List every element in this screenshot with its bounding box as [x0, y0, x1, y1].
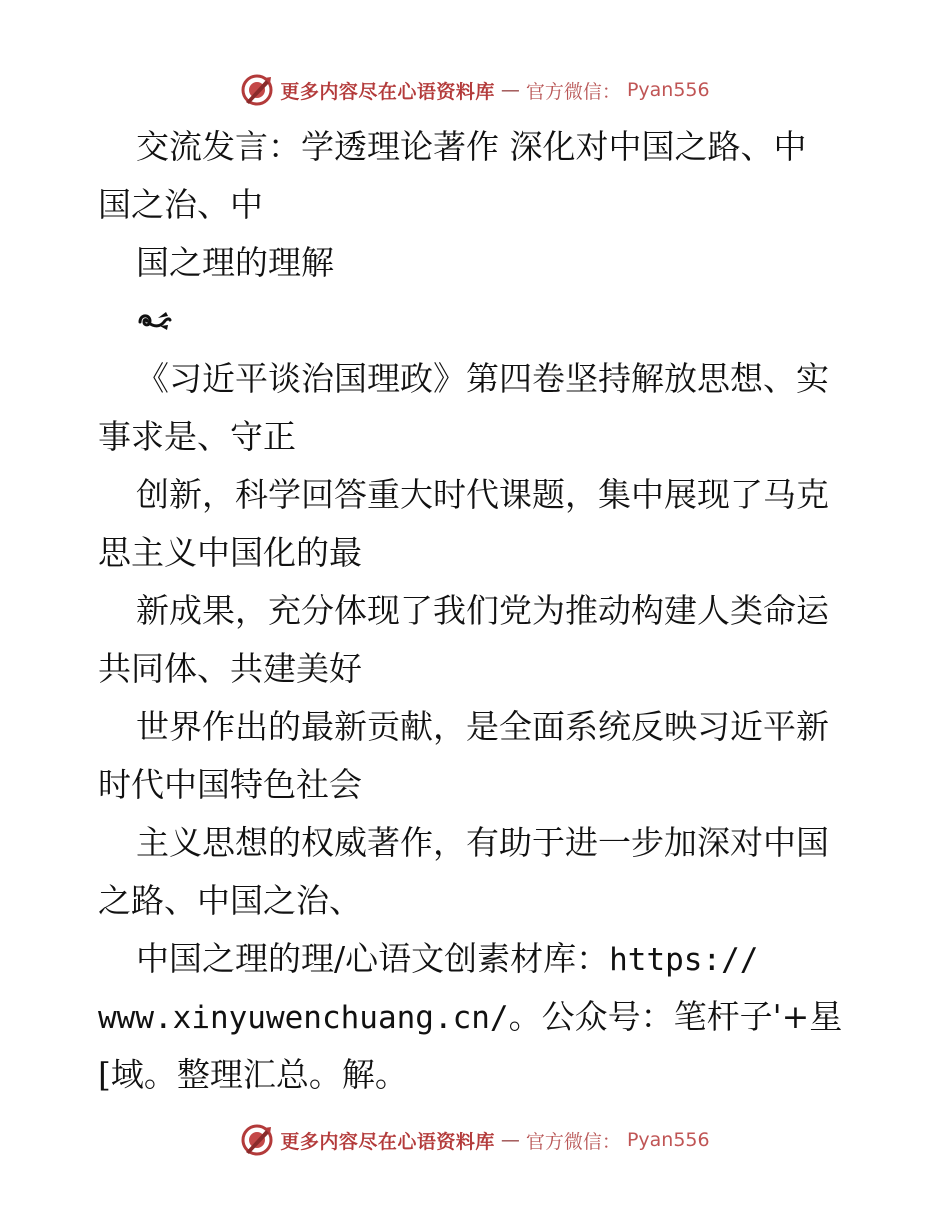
banner-contact-label: 官方微信： [525, 80, 621, 103]
banner-main-text: 更多内容尽在心语资料库 [280, 1130, 495, 1153]
banner-contact-label: 官方微信： [525, 1130, 621, 1153]
pen-logo-icon [240, 73, 274, 107]
pen-logo-icon [240, 1123, 274, 1157]
text-line [98, 930, 868, 988]
text-fragment: 中国之理的理/心语文创素材库： [136, 939, 610, 978]
banner-contact-handle: Pyan556 [626, 79, 710, 101]
text-line: 时代中国特色社会 [98, 765, 362, 804]
text-line: 之路、中国之治、 [98, 881, 362, 920]
banner-separator: — [500, 79, 520, 101]
text-line: 思主义中国化的最 [98, 533, 362, 572]
text-fragment: 。公众号：笔杆子'+星 [508, 997, 843, 1036]
text-line [98, 988, 868, 1046]
text-line: 世界作出的最新贡献，是全面系统反映习近平新 [136, 707, 829, 746]
banner-separator: — [500, 1129, 520, 1151]
footer-banner [0, 1120, 950, 1160]
text-line: 创新，科学回答重大时代课题，集中展现了马克 [136, 475, 829, 514]
text-line: 共同体、共建美好 [98, 649, 362, 688]
header-banner [0, 70, 950, 110]
text-line: 主义思想的权威著作，有助于进一步加深对中国 [136, 823, 829, 862]
fleuron-icon [136, 308, 172, 332]
url-fragment: https:// [609, 942, 759, 978]
text-line: 新成果，充分体现了我们党为推动构建人类命运 [136, 591, 829, 630]
banner-contact-handle: Pyan556 [626, 1129, 710, 1151]
text-line: [域。整理汇总。解。 [98, 1055, 408, 1094]
ornament-row [98, 292, 868, 350]
banner-main-text: 更多内容尽在心语资料库 [280, 80, 495, 103]
text-line: 国之理的理解 [136, 243, 334, 282]
document-body [98, 118, 868, 1104]
text-line: 交流发言：学透理论著作 深化对中国之路、中 [136, 127, 807, 166]
text-line: 国之治、中 [98, 185, 263, 224]
url-fragment: www.xinyuwenchuang.cn/ [98, 1000, 509, 1036]
text-line: 事求是、守正 [98, 417, 296, 456]
text-line: 《习近平谈治国理政》第四卷坚持解放思想、实 [136, 359, 829, 398]
